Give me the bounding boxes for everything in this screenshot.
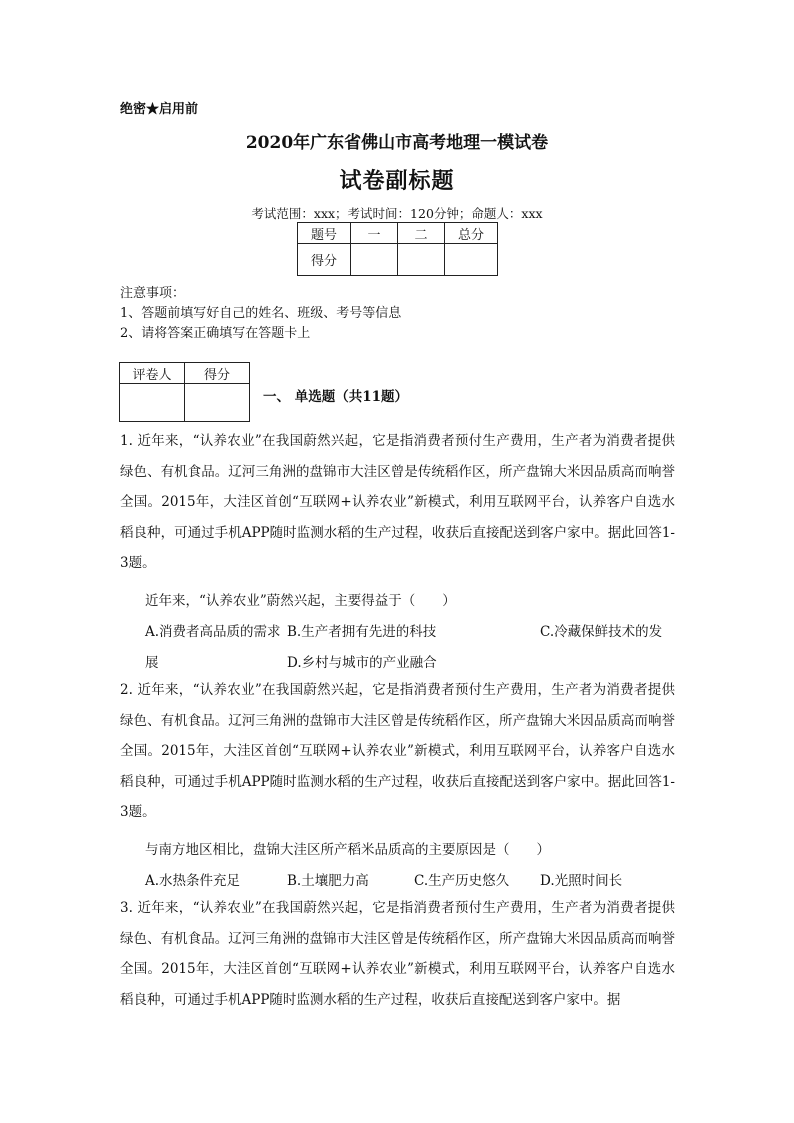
- score-cell: [445, 244, 498, 276]
- score-table-header: 总分: [445, 223, 498, 244]
- question-passage: [120, 893, 675, 1033]
- score-table-header: 一: [351, 223, 398, 244]
- option-c: C.生产历史悠久: [414, 873, 510, 889]
- score-table-header: 题号: [298, 223, 351, 244]
- score-cell: [398, 244, 445, 276]
- option-c-continued: 展: [145, 655, 159, 671]
- section-title: 一、 单选题（共11题）: [263, 389, 408, 405]
- grader-table-header: 得分: [185, 363, 250, 384]
- grader-cell: [120, 384, 185, 422]
- question-number: 3.: [120, 900, 133, 916]
- option-d: D.光照时间长: [540, 873, 623, 889]
- question-text: 近年来，“认养农业”在我国蔚然兴起，它是指消费者预付生产费用，生产者为消费者提供绿色、有机食品。辽河三角洲的盘锦市大洼区曾是传统稻作区，所产盘锦大米因品质高而响誉全国。2015年，大洼区首创“互联网+认养农业”新模式，利用互联网平台，认养客户自选水稻良种，可通过手机APP随时监测水稻的生产过程，收获后直接配送到客户家中。据此回答1-3题。: [120, 433, 675, 571]
- exam-subtitle: 试卷副标题: [339, 168, 455, 194]
- question-stem: 与南方地区相比，盘锦大洼区所产稻米品质高的主要原因是（ ）: [145, 842, 550, 858]
- question-passage: [120, 426, 675, 579]
- score-row-label: 得分: [298, 244, 351, 276]
- score-cell: [185, 384, 250, 422]
- question-number: 1.: [120, 433, 133, 449]
- option-c: C.冷藏保鲜技术的发: [540, 624, 663, 640]
- score-cell: [351, 244, 398, 276]
- notice-title: 注意事项：: [120, 286, 186, 301]
- exam-info: 考试范围：xxx；考试时间：120分钟；命题人：xxx: [251, 206, 543, 221]
- question-stem: 近年来，“认养农业”蔚然兴起，主要得益于（ ）: [145, 593, 456, 609]
- option-a: A.消费者高品质的需求: [145, 624, 281, 640]
- grader-table: [119, 362, 250, 422]
- question-number: 2.: [120, 682, 133, 698]
- question-text: 近年来，“认养农业”在我国蔚然兴起，它是指消费者预付生产费用，生产者为消费者提供绿色、有机食品。辽河三角洲的盘锦市大洼区曾是传统稻作区，所产盘锦大米因品质高而响誉全国。2015年，大洼区首创“互联网+认养农业”新模式，利用互联网平台，认养客户自选水稻良种，可通过手机APP随时监测水稻的生产过程，收获后直接配送到客户家中。据: [120, 900, 675, 1008]
- option-d: D.乡村与城市的产业融合: [287, 655, 437, 671]
- question-text: 近年来，“认养农业”在我国蔚然兴起，它是指消费者预付生产费用，生产者为消费者提供绿色、有机食品。辽河三角洲的盘锦市大洼区曾是传统稻作区，所产盘锦大米因品质高而响誉全国。2015年，大洼区首创“互联网+认养农业”新模式，利用互联网平台，认养客户自选水稻良种，可通过手机APP随时监测水稻的生产过程，收获后直接配送到客户家中。据此回答1-3题。: [120, 682, 675, 820]
- option-b: B.生产者拥有先进的科技: [287, 624, 437, 640]
- exam-title: 2020年广东省佛山市高考地理一模试卷: [245, 133, 549, 153]
- score-table: [297, 222, 498, 276]
- notice-item: 2、请将答案正确填写在答题卡上: [120, 326, 311, 341]
- question-passage: [120, 675, 675, 828]
- grader-table-header: 评卷人: [120, 363, 185, 384]
- notice-item: 1、答题前填写好自己的姓名、班级、考号等信息: [120, 306, 402, 321]
- confidential-label: 绝密★启用前: [120, 102, 199, 117]
- option-a: A.水热条件充足: [145, 873, 241, 889]
- score-table-header: 二: [398, 223, 445, 244]
- option-b: B.土壤肥力高: [287, 873, 369, 889]
